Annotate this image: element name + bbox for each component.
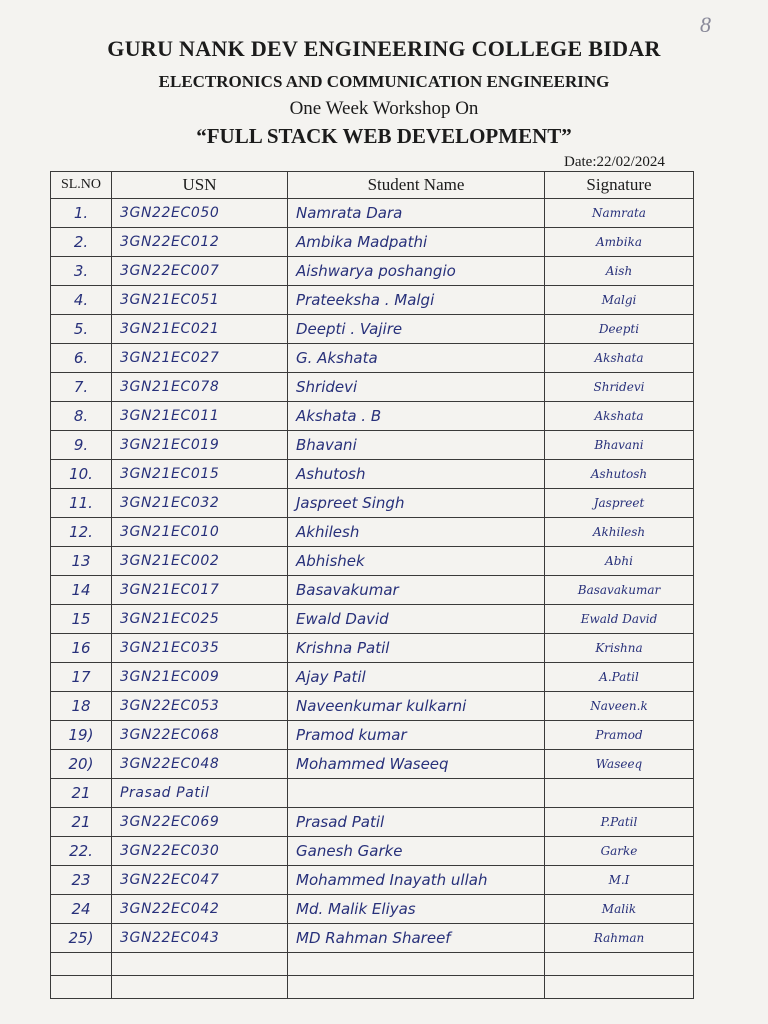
- cell-usn: 3GN21EC011: [112, 402, 288, 431]
- cell-slno: 2.: [51, 228, 112, 257]
- cell-signature: Abhi: [545, 547, 694, 576]
- cell-slno: 21: [51, 808, 112, 837]
- table-row: [51, 750, 694, 779]
- cell-signature: Jaspreet: [545, 489, 694, 518]
- cell-signature: Akshata: [545, 402, 694, 431]
- cell-signature: Rahman: [545, 924, 694, 953]
- cell-usn: 3GN22EC030: [112, 837, 288, 866]
- column-header-slno: SL.NO: [51, 172, 112, 199]
- cell-student-name: [288, 779, 545, 808]
- cell-signature: Namrata: [545, 199, 694, 228]
- cell-slno: 11.: [51, 489, 112, 518]
- table-row: [51, 344, 694, 373]
- college-name: GURU NANK DEV ENGINEERING COLLEGE BIDAR: [107, 36, 661, 61]
- cell-signature: Deepti: [545, 315, 694, 344]
- sheet-date: Date:22/02/2024: [564, 154, 665, 170]
- cell-usn: 3GN22EC007: [112, 257, 288, 286]
- cell-signature: A.Patil: [545, 663, 694, 692]
- cell-usn: 3GN21EC025: [112, 605, 288, 634]
- cell-student-name: Bhavani: [288, 431, 545, 460]
- table-body: [51, 199, 694, 999]
- cell-usn: 3GN22EC069: [112, 808, 288, 837]
- cell-slno: 12.: [51, 518, 112, 547]
- cell-slno: 5.: [51, 315, 112, 344]
- table-row: [51, 808, 694, 837]
- cell-signature: Naveen.k: [545, 692, 694, 721]
- blank-cell: [545, 953, 694, 976]
- cell-signature: Malik: [545, 895, 694, 924]
- cell-slno: 8.: [51, 402, 112, 431]
- blank-cell: [288, 976, 545, 999]
- table-row: [51, 199, 694, 228]
- cell-usn: 3GN21EC027: [112, 344, 288, 373]
- cell-usn: 3GN21EC035: [112, 634, 288, 663]
- column-header-signature: Signature: [545, 172, 694, 199]
- table-row: [51, 228, 694, 257]
- table-header-row: [51, 172, 694, 199]
- table-row: [51, 576, 694, 605]
- cell-usn: 3GN21EC009: [112, 663, 288, 692]
- cell-student-name: Akhilesh: [288, 518, 545, 547]
- cell-student-name: Ambika Madpathi: [288, 228, 545, 257]
- cell-student-name: Ganesh Garke: [288, 837, 545, 866]
- cell-slno: 10.: [51, 460, 112, 489]
- cell-student-name: Mohammed Inayath ullah: [288, 866, 545, 895]
- cell-student-name: Pramod kumar: [288, 721, 545, 750]
- cell-slno: 25): [51, 924, 112, 953]
- cell-usn: 3GN21EC002: [112, 547, 288, 576]
- table-row: [51, 866, 694, 895]
- table-row: [51, 837, 694, 866]
- blank-cell: [545, 976, 694, 999]
- cell-signature: Shridevi: [545, 373, 694, 402]
- attendance-table: [50, 171, 694, 999]
- cell-signature: P.Patil: [545, 808, 694, 837]
- table-row: [51, 895, 694, 924]
- table-row: [51, 460, 694, 489]
- cell-usn: 3GN22EC012: [112, 228, 288, 257]
- cell-usn: 3GN22EC053: [112, 692, 288, 721]
- cell-signature: Malgi: [545, 286, 694, 315]
- cell-usn: 3GN22EC050: [112, 199, 288, 228]
- cell-student-name: Mohammed Waseeq: [288, 750, 545, 779]
- cell-slno: 17: [51, 663, 112, 692]
- table-row: [51, 257, 694, 286]
- cell-student-name: Aishwarya poshangio: [288, 257, 545, 286]
- cell-student-name: Akshata . B: [288, 402, 545, 431]
- table-row: [51, 518, 694, 547]
- column-header-usn: USN: [112, 172, 288, 199]
- cell-slno: 6.: [51, 344, 112, 373]
- cell-usn: 3GN21EC078: [112, 373, 288, 402]
- blank-row: [51, 976, 694, 999]
- cell-student-name: Abhishek: [288, 547, 545, 576]
- cell-slno: 14: [51, 576, 112, 605]
- department-name: ELECTRONICS AND COMMUNICATION ENGINEERING: [158, 72, 610, 91]
- table-row: [51, 402, 694, 431]
- cell-slno: 1.: [51, 199, 112, 228]
- cell-slno: 7.: [51, 373, 112, 402]
- table-row: [51, 634, 694, 663]
- cell-student-name: Prateeksha . Malgi: [288, 286, 545, 315]
- table-row: [51, 431, 694, 460]
- cell-usn: 3GN22EC047: [112, 866, 288, 895]
- table-row: [51, 286, 694, 315]
- cell-usn: 3GN22EC068: [112, 721, 288, 750]
- blank-row: [51, 953, 694, 976]
- cell-student-name: Basavakumar: [288, 576, 545, 605]
- cell-slno: 20): [51, 750, 112, 779]
- workshop-line: One Week Workshop On: [289, 98, 479, 119]
- cell-student-name: Shridevi: [288, 373, 545, 402]
- cell-student-name: Namrata Dara: [288, 199, 545, 228]
- table-row: [51, 721, 694, 750]
- cell-usn: 3GN22EC042: [112, 895, 288, 924]
- cell-slno: 19): [51, 721, 112, 750]
- table-row: [51, 315, 694, 344]
- table-row: [51, 692, 694, 721]
- cell-student-name: Krishna Patil: [288, 634, 545, 663]
- cell-signature: Ashutosh: [545, 460, 694, 489]
- table-row: [51, 605, 694, 634]
- cell-student-name: Ajay Patil: [288, 663, 545, 692]
- cell-usn: 3GN22EC048: [112, 750, 288, 779]
- cell-usn: 3GN21EC010: [112, 518, 288, 547]
- cell-usn: 3GN21EC021: [112, 315, 288, 344]
- column-header-student-name: Student Name: [288, 172, 545, 199]
- blank-cell: [51, 976, 112, 999]
- cell-usn: 3GN21EC032: [112, 489, 288, 518]
- cell-signature: Waseeq: [545, 750, 694, 779]
- table-row: [51, 663, 694, 692]
- table-row: [51, 779, 694, 808]
- cell-signature: Basavakumar: [545, 576, 694, 605]
- blank-cell: [51, 953, 112, 976]
- cell-student-name: G. Akshata: [288, 344, 545, 373]
- cell-student-name: Deepti . Vajire: [288, 315, 545, 344]
- cell-slno: 21: [51, 779, 112, 808]
- cell-signature: Ambika: [545, 228, 694, 257]
- cell-slno: 3.: [51, 257, 112, 286]
- cell-slno: 22.: [51, 837, 112, 866]
- cell-slno: 15: [51, 605, 112, 634]
- blank-cell: [112, 953, 288, 976]
- cell-slno: 18: [51, 692, 112, 721]
- cell-student-name: Prasad Patil: [288, 808, 545, 837]
- cell-student-name: Ewald David: [288, 605, 545, 634]
- cell-signature: Krishna: [545, 634, 694, 663]
- cell-slno: 24: [51, 895, 112, 924]
- attendance-table-wrapper: [50, 171, 693, 999]
- table-row: [51, 489, 694, 518]
- cell-student-name: Ashutosh: [288, 460, 545, 489]
- cell-slno: 4.: [51, 286, 112, 315]
- cell-student-name: Md. Malik Eliyas: [288, 895, 545, 924]
- cell-signature: Pramod: [545, 721, 694, 750]
- cell-student-name: Naveenkumar kulkarni: [288, 692, 545, 721]
- cell-usn: 3GN21EC019: [112, 431, 288, 460]
- cell-signature: [545, 779, 694, 808]
- table-row: [51, 547, 694, 576]
- cell-signature: Akshata: [545, 344, 694, 373]
- cell-student-name: MD Rahman Shareef: [288, 924, 545, 953]
- cell-slno: 13: [51, 547, 112, 576]
- cell-usn: Prasad Patil: [112, 779, 288, 808]
- cell-usn: 3GN22EC043: [112, 924, 288, 953]
- cell-usn: 3GN21EC015: [112, 460, 288, 489]
- cell-signature: Garke: [545, 837, 694, 866]
- cell-slno: 23: [51, 866, 112, 895]
- cell-signature: Akhilesh: [545, 518, 694, 547]
- blank-cell: [112, 976, 288, 999]
- cell-usn: 3GN21EC017: [112, 576, 288, 605]
- blank-cell: [288, 953, 545, 976]
- table-row: [51, 924, 694, 953]
- table-row: [51, 373, 694, 402]
- cell-slno: 9.: [51, 431, 112, 460]
- cell-signature: Ewald David: [545, 605, 694, 634]
- cell-signature: Aish: [545, 257, 694, 286]
- cell-signature: M.I: [545, 866, 694, 895]
- corner-page-mark: 8: [700, 12, 711, 37]
- cell-student-name: Jaspreet Singh: [288, 489, 545, 518]
- cell-signature: Bhavani: [545, 431, 694, 460]
- cell-slno: 16: [51, 634, 112, 663]
- cell-usn: 3GN21EC051: [112, 286, 288, 315]
- workshop-title: “FULL STACK WEB DEVELOPMENT”: [196, 124, 572, 148]
